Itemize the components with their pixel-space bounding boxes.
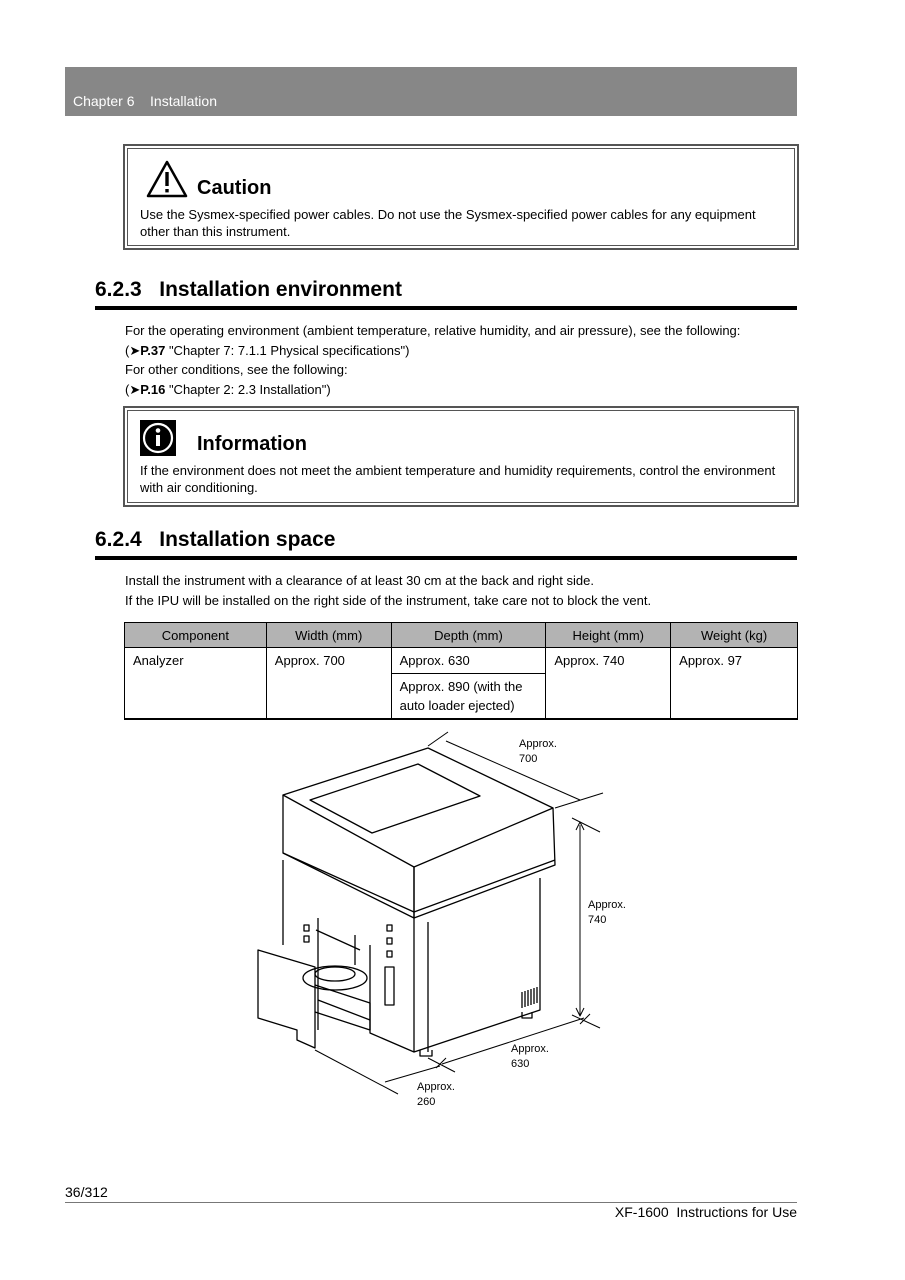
section-624-line1: Install the instrument with a clearance of at least 30 cm at the back and right side. [125, 573, 594, 588]
cell-component: Analyzer [125, 648, 267, 720]
chapter-label: Chapter 6 [73, 93, 135, 109]
ref2-page-link[interactable]: P.16 [140, 382, 166, 397]
width-dimension-label [519, 737, 557, 767]
cell-depth2: Approx. 890 (with the auto loader ejected) [391, 674, 546, 720]
width-dim-value: 700 [519, 753, 538, 765]
loader-dim-value: 260 [417, 1096, 436, 1108]
section-623-number: 6.2.3 [95, 278, 142, 301]
section-623-ref1[interactable]: (➤P.37 "Chapter 7: 7.1.1 Physical specifications") [125, 343, 410, 358]
cell-width: Approx. 700 [266, 648, 391, 720]
header-component: Component [125, 623, 267, 648]
information-text: If the environment does not meet the ambient temperature and humidity requirements, control the environment with air conditioning. [140, 463, 776, 495]
height-dimension-label [588, 898, 626, 928]
depth-dim-label: Approx. [511, 1043, 549, 1055]
caution-title: Caution [197, 177, 272, 199]
section-623-ref2[interactable]: (➤P.16 "Chapter 2: 2.3 Installation") [125, 382, 331, 397]
chapter-section: Installation [150, 93, 217, 109]
depth-dim-value: 630 [511, 1058, 530, 1070]
caution-text: Use the Sysmex-specified power cables. Do not use the Sysmex-specified power cables for any equipment other than this instrument. [140, 207, 756, 239]
section-623-title: Installation environment [159, 278, 402, 301]
header-depth: Depth (mm) [391, 623, 546, 648]
width-dim-label: Approx. [519, 738, 557, 750]
cell-depth1: Approx. 630 [391, 648, 546, 674]
section-624-line2: If the IPU will be installed on the right side of the instrument, take care not to block the vent. [125, 593, 652, 608]
section-623-line1: For the operating environment (ambient temperature, relative humidity, and air pressure), see the following: [125, 323, 741, 338]
section-624-number: 6.2.4 [95, 528, 142, 551]
loader-dim-label: Approx. [417, 1081, 455, 1093]
section-624-title: Installation space [159, 528, 336, 551]
section-623-line3: For other conditions, see the following: [125, 362, 348, 377]
header-height: Height (mm) [546, 623, 671, 648]
ref2-text: "Chapter 2: 2.3 Installation") [168, 382, 331, 397]
loader-dimension-label [417, 1080, 455, 1110]
ref1-page-link[interactable]: P.37 [140, 343, 166, 358]
cell-weight: Approx. 97 [671, 648, 798, 720]
information-title: Information [197, 433, 307, 455]
height-dim-value: 740 [588, 914, 607, 926]
cell-height: Approx. 740 [546, 648, 671, 720]
document-title: XF-1600 Instructions for Use [614, 1204, 797, 1220]
header-weight: Weight (kg) [671, 623, 798, 648]
page-number: 36/312 [65, 1184, 108, 1200]
footer-rule [65, 1202, 797, 1203]
depth-dimension-label [511, 1042, 549, 1072]
header-width: Width (mm) [266, 623, 391, 648]
height-dim-label: Approx. [588, 899, 626, 911]
ref1-text: "Chapter 7: 7.1.1 Physical specifications") [168, 343, 410, 358]
